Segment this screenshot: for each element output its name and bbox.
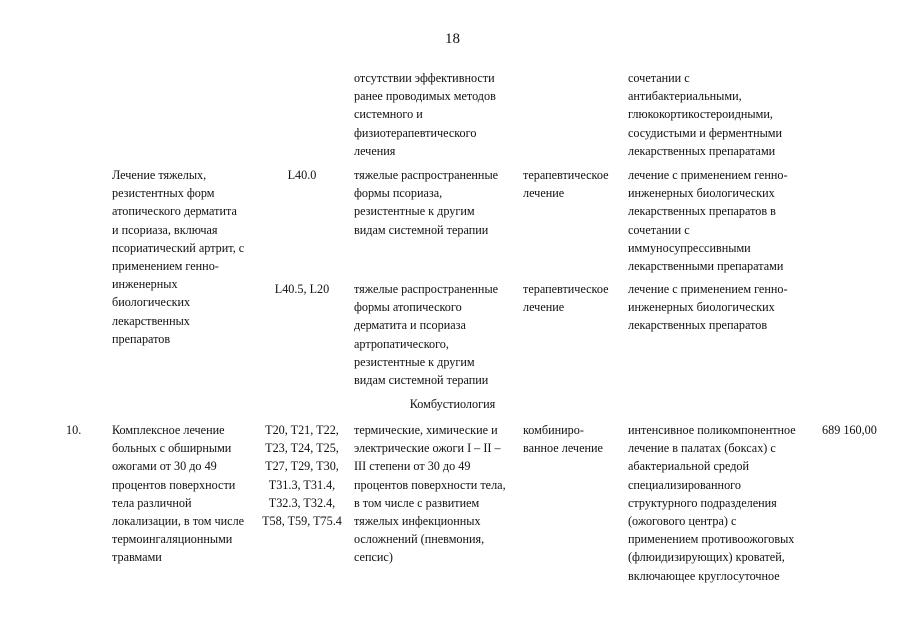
psoriasis-row2-patient-model: тяжелые распространенные формы атопического дерматита и псориаза артропатического, резистентные к другим видам системной терапии (354, 282, 499, 388)
row-10-patient-model: термические, химические и электрические ожоги I – II – III степени от 30 до 49 процентов поверхности тела, в том числе с развитием тяжелых инфекционных осложнений (пневмония, сепсис) (354, 423, 506, 565)
psoriasis-row2-codes: L40.5, L20 (274, 282, 330, 296)
row-10-treatment-method: интенсивное поликомпонентное лечение в палатах (боксах) с абактериальной средой специализированного структурного подразделения (ожогового центра) с применением противоожоговых (флюидизирующих) кроватей, включающее круглосуточное (628, 423, 796, 583)
row-10-treatment-kind: комбиниро- ванное лечение (523, 423, 603, 456)
psoriasis-row1-codes: L40.0 (287, 168, 317, 182)
page-number: 18 (445, 31, 460, 47)
psoriasis-row2-treatment-method: лечение с применением генно- инженерных биологических лекарственных препаратов (628, 282, 788, 333)
section-title-combustiology: Комбустиология (409, 397, 496, 411)
psoriasis-row1-treatment-kind: терапевтическое лечение (523, 168, 609, 201)
row-10-name: Комплексное лечение больных с обширными ожогами от 30 до 49 процентов поверхности тела различной локализации, в том числе термоингаляционными травмами (112, 423, 245, 565)
psoriasis-row2-treatment-kind: терапевтическое лечение (523, 282, 609, 315)
row-10-price: 689 160,00 (822, 423, 877, 437)
row-10-codes: T20, T21, T22, T23, T24, T25, T27, T29, T30, T31.3, T31.4, T32.3, T32.4, T58, T59, T75.4 (262, 423, 342, 529)
continuation-patient-model: отсутствии эффективности ранее проводимых методов системного и физиотерапевтического лечения (354, 71, 496, 158)
row-10-number: 10. (66, 423, 82, 437)
psoriasis-row1-patient-model: тяжелые распространенные формы псориаза, резистентные к другим видам системной терапии (354, 168, 499, 237)
continuation-treatment-method: сочетании с антибактериальными, глюкокортикостероидными, сосудистыми и ферментными лекарственных препаратами (628, 71, 783, 158)
psoriasis-group-name: Лечение тяжелых, резистентных форм атопического дерматита и псориаза, включая псориатический артрит, с применением генно- инженерных биологических лекарственных препаратов (112, 168, 245, 346)
psoriasis-row1-treatment-method: лечение с применением генно- инженерных биологических лекарственных препаратов в сочетании с иммуносупрессивными лекарственными препаратами (628, 168, 788, 274)
